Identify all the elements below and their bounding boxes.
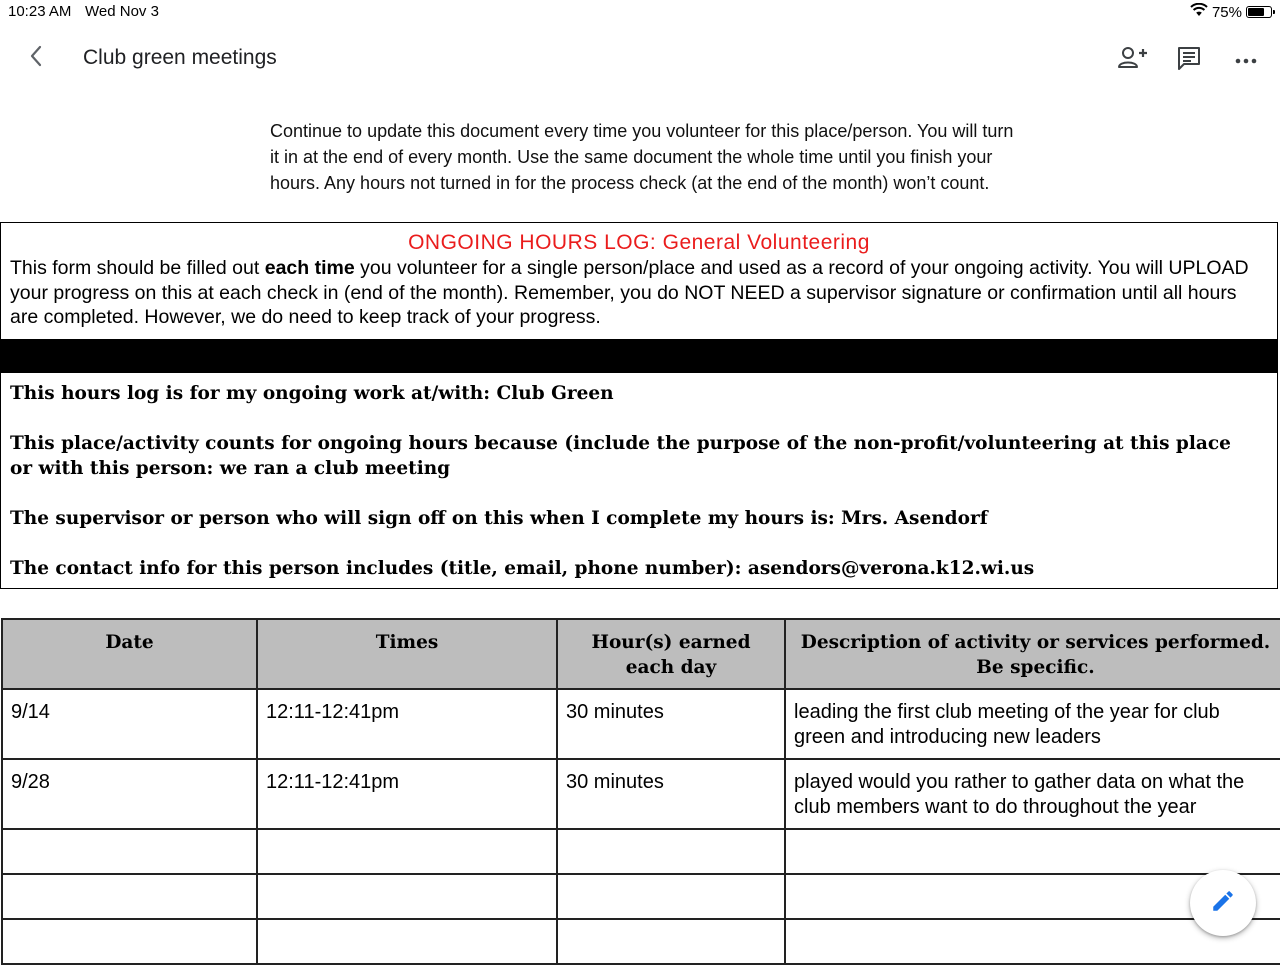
cell-hours[interactable]: 30 minutes <box>557 759 785 829</box>
battery-percent: 75% <box>1211 3 1242 21</box>
cell-description[interactable]: played would you rather to gather data on what the club members want to do throughout the year <box>785 759 1280 829</box>
log-description-emphasis: each time <box>264 257 355 279</box>
log-description <box>1 256 1277 330</box>
cell-description[interactable] <box>785 829 1280 874</box>
comments-button[interactable] <box>1171 42 1207 78</box>
more-icon <box>1235 51 1257 69</box>
edit-button[interactable] <box>1190 870 1256 936</box>
log-title: ONGOING HOURS LOG: General Volunteering <box>408 231 870 254</box>
app-bar <box>0 30 1280 90</box>
header-times: Times <box>257 619 557 689</box>
info-lines <box>10 381 1257 606</box>
table-row <box>2 829 1280 874</box>
status-time: 10:23 AM <box>8 3 72 20</box>
divider-bar <box>1 339 1277 373</box>
intro-paragraph: Continue to update this document every time you volunteer for this place/person. You will turn it in at the end of every month. Use the same document the whole time until you finish your hours. Any hours not turned in for the process check (at the end of the month) won’t count. <box>270 121 1014 193</box>
cell-date[interactable] <box>2 829 257 874</box>
battery-icon <box>1246 6 1272 18</box>
add-person-icon <box>1117 45 1147 76</box>
cell-date[interactable]: 9/28 <box>2 759 257 829</box>
battery-level <box>1248 8 1264 16</box>
table-row <box>2 759 1280 829</box>
table-row <box>2 919 1280 964</box>
cell-times[interactable]: 12:11-12:41pm <box>257 689 557 759</box>
cell-times[interactable] <box>257 874 557 919</box>
cell-description[interactable]: leading the first club meeting of the year for club green and introducing new leaders <box>785 689 1280 759</box>
wifi-icon <box>1190 3 1208 21</box>
info-line-purpose: This place/activity counts for ongoing hours because (include the purpose of the non-profit/volunteering at this place or with this person: we ran a club meeting <box>10 433 1231 479</box>
cell-hours[interactable] <box>557 874 785 919</box>
table-row <box>2 874 1280 919</box>
document-title: Club green meetings <box>83 46 277 69</box>
cell-times[interactable] <box>257 829 557 874</box>
info-line-supervisor: The supervisor or person who will sign off on this when I complete my hours is: Mrs. Asendorf <box>10 508 988 529</box>
cell-date[interactable] <box>2 919 257 964</box>
status-date: Wed Nov 3 <box>85 3 159 20</box>
cell-times[interactable] <box>257 919 557 964</box>
info-line-contact: The contact info for this person includes (title, email, phone number): asendors@verona.k12.wi.us <box>10 558 1035 579</box>
log-description-start: This form should be filled out <box>10 257 265 279</box>
status-indicators <box>1190 3 1272 21</box>
back-button[interactable] <box>20 42 52 74</box>
cell-times[interactable]: 12:11-12:41pm <box>257 759 557 829</box>
header-hours: Hour(s) earned each day <box>557 619 785 689</box>
cell-hours[interactable]: 30 minutes <box>557 689 785 759</box>
log-description-end: you volunteer for a single person/place and used as a record of your ongoing activity. You will UPLOAD your progress on this at each check in (end of the month). Remember, you do NOT NEED a supervisor signature or confirmation until all hours are completed. However, we do need to keep track of your progress. <box>10 257 1249 328</box>
cell-hours[interactable] <box>557 829 785 874</box>
comment-icon <box>1176 45 1202 76</box>
hours-log-info-box <box>0 222 1278 589</box>
info-line-place: This hours log is for my ongoing work at/with: Club Green <box>10 383 614 404</box>
back-icon <box>29 45 43 72</box>
header-description: Description of activity or services performed. Be specific. <box>785 619 1280 689</box>
share-button[interactable] <box>1114 42 1150 78</box>
cell-hours[interactable] <box>557 919 785 964</box>
table-row <box>2 689 1280 759</box>
edit-pencil-icon <box>1210 888 1236 919</box>
more-options-button[interactable] <box>1228 42 1264 78</box>
cell-date[interactable] <box>2 874 257 919</box>
status-bar <box>0 0 1280 24</box>
table-header-row <box>2 619 1280 689</box>
cell-date[interactable]: 9/14 <box>2 689 257 759</box>
hours-table <box>1 618 1280 965</box>
header-date: Date <box>2 619 257 689</box>
